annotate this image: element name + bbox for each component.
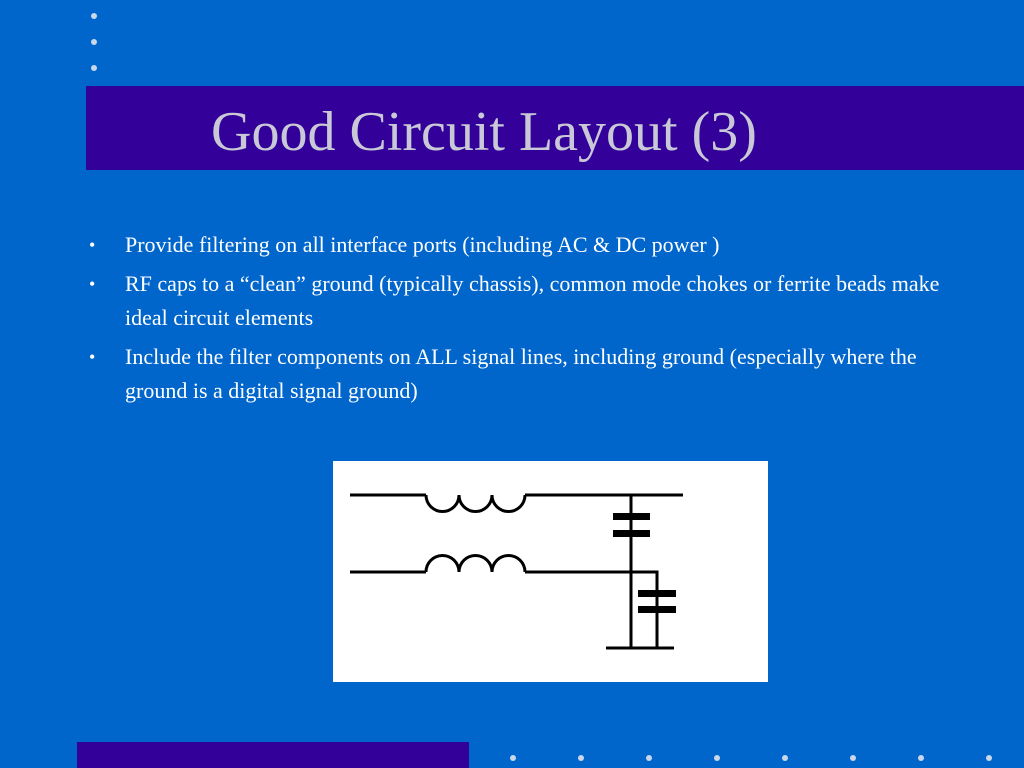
footer-bar (77, 742, 469, 768)
bullet-text: Provide filtering on all interface ports (including AC & DC power ) (125, 232, 720, 257)
decor-dot (91, 13, 97, 19)
bullet-item (86, 267, 966, 335)
bullet-text: Include the filter components on ALL signal lines, including ground (especially where the ground is a digital signal ground) (125, 344, 917, 403)
decor-dot (918, 755, 924, 761)
decor-dot (986, 755, 992, 761)
bullet-icon: • (89, 347, 96, 367)
top-choke-inductor (426, 495, 525, 512)
cap2-plate-bottom (638, 606, 676, 613)
bullet-item (86, 340, 966, 408)
decor-dot (510, 755, 516, 761)
bottom-choke-inductor (426, 556, 525, 573)
bullet-icon: • (89, 274, 96, 294)
bullet-item (86, 228, 966, 262)
decor-dot (91, 39, 97, 45)
decor-dot (91, 65, 97, 71)
circuit-schematic (333, 461, 768, 682)
decor-dot (850, 755, 856, 761)
cap1-plate-bottom (613, 530, 650, 537)
decor-dot (782, 755, 788, 761)
bullet-icon: • (89, 235, 96, 255)
filter-circuit-diagram (333, 461, 768, 682)
bullet-list (86, 228, 966, 413)
slide-title: Good Circuit Layout (3) (211, 101, 757, 163)
decor-dot (578, 755, 584, 761)
cap1-plate-top (613, 513, 650, 520)
cap2-plate-top (638, 590, 676, 597)
decor-dot (714, 755, 720, 761)
bullet-text: RF caps to a “clean” ground (typically chassis), common mode chokes or ferrite beads make ideal circuit elements (125, 271, 940, 330)
decor-dot (646, 755, 652, 761)
